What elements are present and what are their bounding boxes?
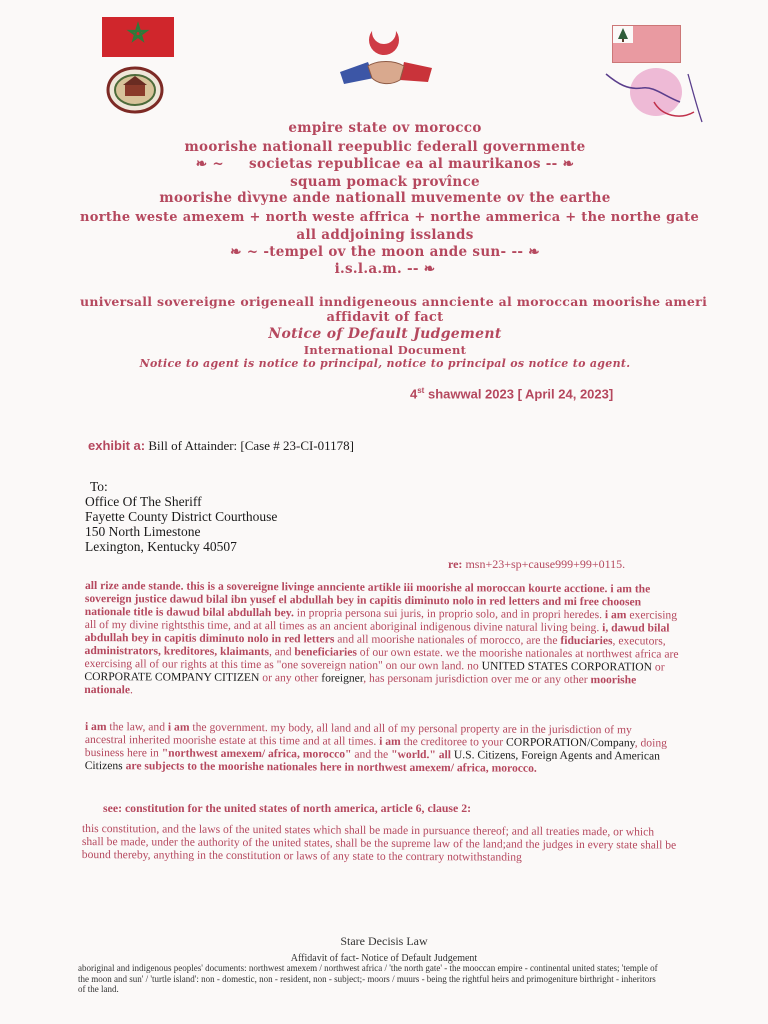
address-line-3: 150 North Limestone — [85, 524, 201, 539]
ornament-icon: -- ❧ — [406, 261, 436, 277]
header-line-3 — [80, 156, 690, 172]
tree-icon — [613, 26, 680, 62]
footer-subtitle: Affidavit of fact- Notice of Default Judgement — [290, 953, 478, 964]
exhibit-line — [88, 438, 354, 454]
morocco-flag — [102, 17, 174, 57]
header-line-3-text: societas republicae ea al maurikanos — [249, 156, 541, 172]
ornament-icon: ❧ ~ — [195, 156, 225, 172]
ornament-icon: -- ❧ — [545, 156, 575, 172]
handshake-icon — [338, 58, 434, 88]
header-line-8 — [80, 244, 690, 260]
address-line-4: Lexington, Kentucky 40507 — [85, 539, 237, 554]
title-line-3: Notice of Default Judgement — [268, 326, 502, 342]
header-line-7: all addjoining isslands — [296, 227, 474, 243]
re-value: msn+23+sp+cause999+99+0115. — [462, 557, 626, 571]
crescent-icon — [364, 22, 404, 62]
header-line-9-text: i.s.l.a.m. — [334, 261, 402, 277]
exhibit-text: Bill of Attainder: [Case # 23-CI-01178] — [145, 438, 355, 453]
address-block — [85, 479, 277, 554]
header-line-8-text: -tempel ov the moon ande sun- — [263, 244, 507, 260]
header-line-4: squam pomack provînce — [290, 174, 480, 190]
star-icon — [102, 17, 174, 57]
address-line-1: Office Of The Sheriff — [85, 494, 202, 509]
address-line-2: Fayette County District Courthouse — [85, 509, 278, 524]
re-line — [448, 557, 625, 572]
paragraph-sovereign: all rize ande stande. this is a sovereigne livinge annciente artikle iii moorishe al moroccan kourte acctione. i am the sovereign justice dawud bilal ibn yusef el abdullah bey in capitis diminuto nolo in red letters and mi free choosen nationale title is dawud bilal abdullah bey. in propria persona sui juris, in proprio solo, and in propri heredes. i am exercising all of my divine rightsthis time, and at all times as an ancient aboriginal indigenous divine natural living being. i, dawud bilal abdullah bey in capitis diminuto nolo in red letters and all moorishe nationales of morocco, are the fiduciaries, executors, administrators, kreditores, klaimants, and beneficiaries of our own estate. we the moorishe nationales at northwest africa are exercising all of our rights at this time as "one sovereign nation" on our own land. no UNITED STATES CORPORATION or CORPORATE COMPANY CITIZEN or any other foreigner, has personam jurisdiction over me or any other moorishe nationale. — [84, 579, 679, 697]
header-line-9 — [80, 261, 690, 277]
footer-text: aboriginal and indigenous peoples' documents: northwest amexem / northwest africa / 'the north gate' - the mooccan empire - continental united states; 'temple of the moon and sun' / 'turtle island': non - domestic, non - resident, non - subject;- moors / muurs - being the rightful heirs and primogeniture birthright - inheritors of the land. — [78, 963, 658, 994]
title-line-2: affidavit of fact — [326, 310, 444, 325]
see-constitution-line: see: constitution for the united states of north america, article 6, clause 2: — [103, 801, 472, 815]
title-line-1: universall sovereigne origeneall inndigeneous annciente al moroccan moorishe ameri — [80, 294, 708, 309]
exhibit-label: exhibit a: — [88, 438, 146, 453]
address-to: To: — [90, 479, 108, 494]
ornament-icon: ❧ ~ — [230, 244, 259, 260]
header-line-2: moorishe nationall reepublic federall governmente — [184, 139, 586, 155]
footer-title: Stare Decisis Law — [340, 934, 428, 948]
paragraph-constitution: this constitution, and the laws of the united states which shall be made in pursuance thereof; and all treaties made, or which shall be made, under the authority of the united states, shall be the supreme law of the land;and the judges in every state shall be bound thereby, anything in the constitution or laws of any state to the contrary notwithstanding — [81, 822, 677, 864]
paragraph-law: i am the law, and i am the government. my body, all land and all of my personal property are in the jurisdiction of my ancestral inherited moorishe estate at this time and at all times. i am the creditoree to your CORPORATION/Company, doing business here in "northwest amexem/ africa, morocco" and the "world." all U.S. Citizens, Foreign Agents and American Citizens are subjects to the moorishe nationales here in northwest amexem/ africa, morocco. — [84, 720, 667, 775]
header-line-5: moorishe dìvyne ande nationall muvemente ov the earthe — [159, 190, 611, 206]
moorish-seal — [106, 66, 164, 114]
title-line-5: Notice to agent is notice to principal, notice to principal os notice to agent. — [139, 357, 631, 370]
re-label: re: — [448, 557, 463, 571]
cedar-flag — [612, 25, 681, 63]
ornament-icon: -- ❧ — [511, 244, 540, 260]
document-date: 4st shawwal 2023 [ April 24, 2023] — [410, 386, 614, 402]
title-line-4: International Document — [303, 343, 467, 357]
header-line-1: empire state ov morocco — [288, 120, 482, 136]
header-line-6: northe weste amexem + north weste affrica + northe ammerica + the northe gate — [80, 210, 700, 225]
